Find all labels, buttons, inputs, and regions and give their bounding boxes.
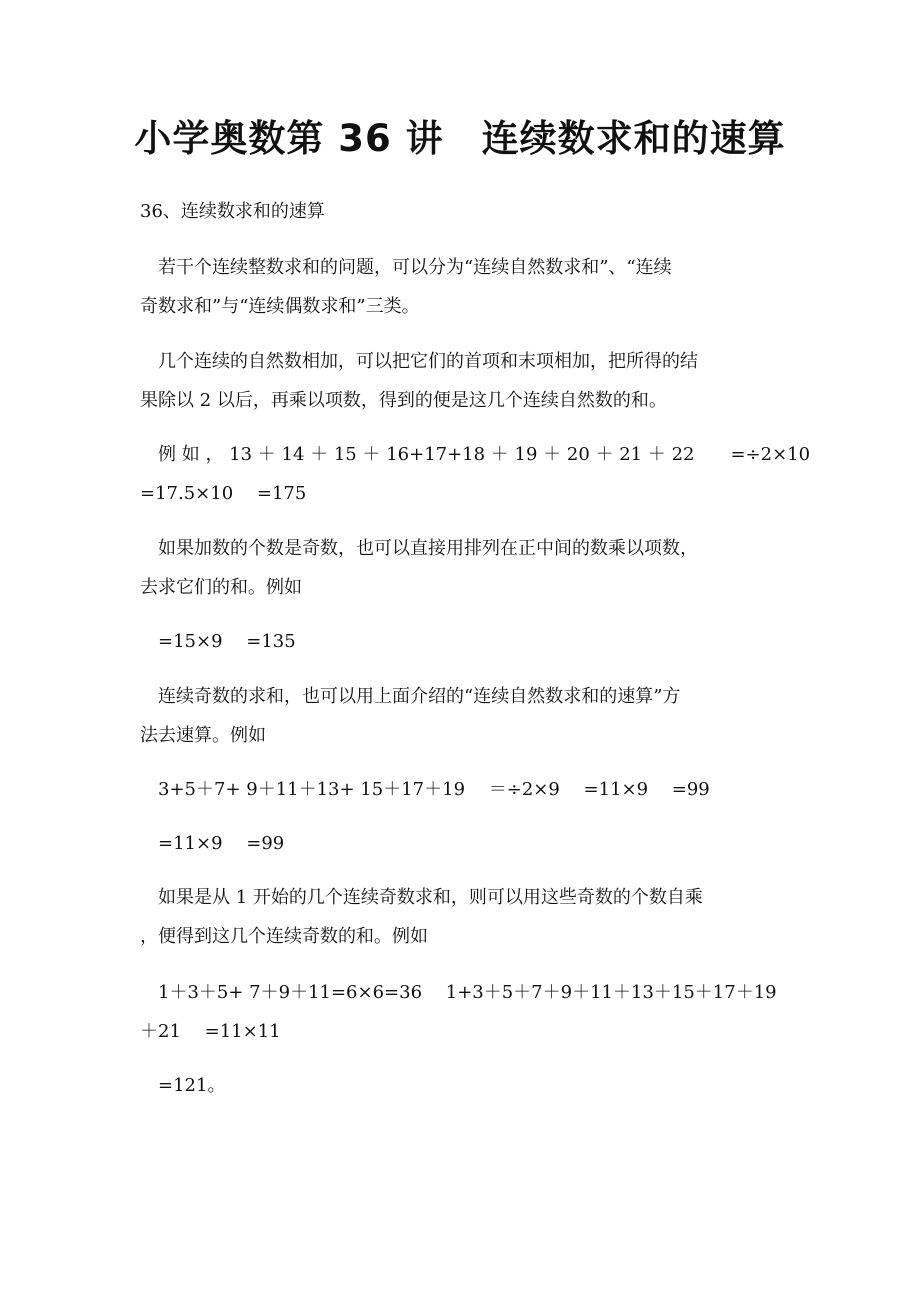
paragraph-line: ，便得到这几个连续奇数的和。例如 <box>140 926 428 947</box>
section-heading: 36、连续数求和的速算 <box>140 201 325 222</box>
paragraph-line: 果除以 2 以后，再乘以项数，得到的便是这几个连续自然数的和。 <box>140 390 667 411</box>
formula-line: =17.5×10 =175 <box>140 483 307 504</box>
paragraph-line: 如果加数的个数是奇数，也可以直接用排列在正中间的数乘以项数， <box>158 538 698 559</box>
paragraph-line: 如果是从 1 开始的几个连续奇数求和，则可以用这些奇数的个数自乘 <box>158 887 703 908</box>
paragraph-line: 连续奇数的求和，也可以用上面介绍的“连续自然数求和的速算”方 <box>158 686 681 707</box>
paragraph-line: 法去速算。例如 <box>140 725 266 746</box>
formula-line: ＋21 =11×11 <box>140 1021 281 1042</box>
paragraph-line: 若干个连续整数求和的问题，可以分为“连续自然数求和”、“连续 <box>158 257 672 278</box>
formula-line: =11×9 =99 <box>158 833 285 854</box>
formula-line: 3+5＋7+ 9＋11＋13+ 15＋17＋19 ＝÷2×9 =11×9 =99 <box>158 779 710 800</box>
document-title: 小学奥数第 36 讲 连续数求和的速算 <box>134 117 786 160</box>
formula-line: 例 如 ， 13 ＋ 14 ＋ 15 ＋ 16+17+18 ＋ 19 ＋ 20 ＋ 21 ＋ 22 =÷2×10 <box>158 444 811 465</box>
paragraph-line: 奇数求和”与“连续偶数求和”三类。 <box>140 296 420 317</box>
paragraph-line: 去求它们的和。例如 <box>140 577 302 598</box>
formula-line: 1＋3＋5+ 7＋9＋11=6×6=36 1+3＋5＋7＋9＋11＋13＋15＋17＋19 <box>158 982 777 1003</box>
paragraph-line: 几个连续的自然数相加，可以把它们的首项和末项相加，把所得的结 <box>158 351 698 372</box>
formula-line: =15×9 =135 <box>158 631 296 652</box>
formula-line: =121。 <box>158 1075 226 1096</box>
